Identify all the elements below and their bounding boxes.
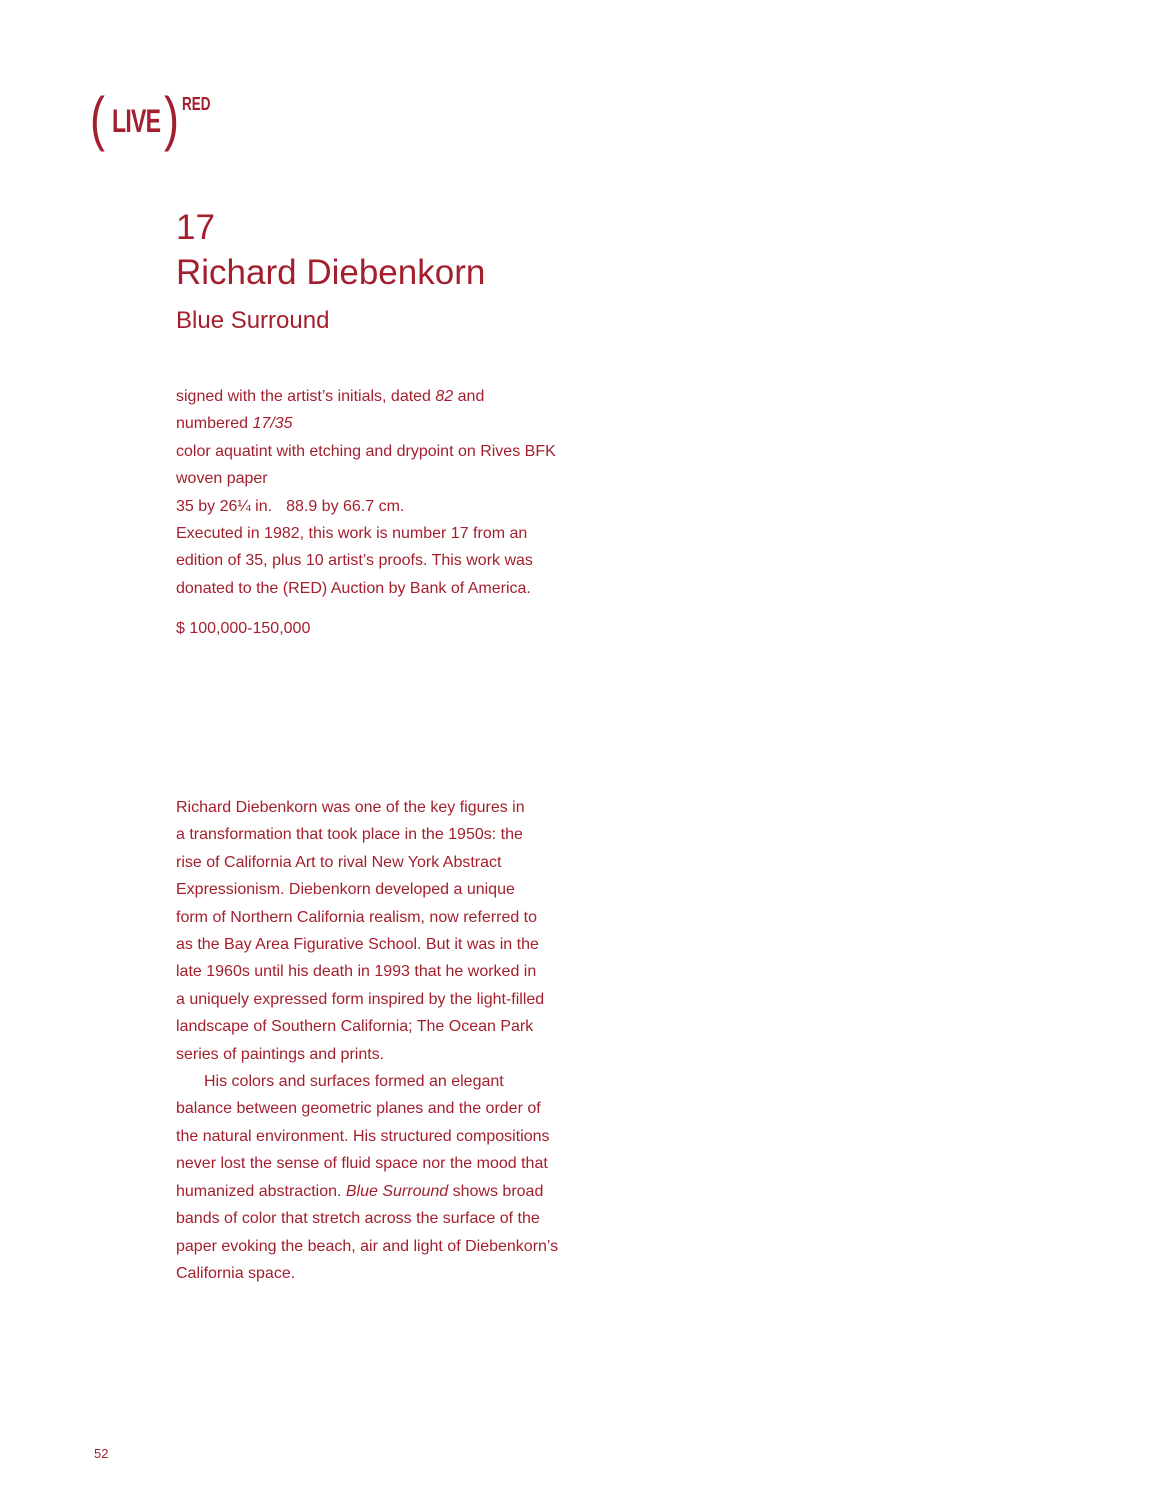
dimensions-inches: 35 by 26¼ in. (176, 497, 273, 515)
dimensions-cm: 88.9 by 66.7 cm. (286, 497, 405, 515)
executed-line-2: edition of 35, plus 10 artist’s proofs. This work was (176, 552, 533, 570)
essay-line: His colors and surfaces formed an elegant (204, 1073, 504, 1091)
logo-word: LIVE (112, 103, 161, 139)
essay-line: balance between geometric planes and the order of (176, 1100, 541, 1118)
live-red-logo (90, 86, 230, 152)
essay-line: as the Bay Area Figurative School. But it was in the (176, 936, 539, 954)
essay-line: California space. (176, 1264, 296, 1282)
artwork-title: Blue Surround (176, 307, 330, 334)
essay-line: late 1960s until his death in 1993 that he worked in (176, 963, 537, 981)
medium-line-2: woven paper (176, 470, 268, 488)
signature-line: signed with the artist’s initials, dated 82 and (176, 388, 485, 405)
essay (176, 794, 596, 1287)
essay-line: series of paintings and prints. (176, 1045, 385, 1063)
logo-close-paren: ) (164, 85, 179, 152)
essay-line: rise of California Art to rival New York Abstract (176, 853, 502, 871)
logo-superscript: RED (182, 94, 211, 114)
essay-line: landscape of Southern California; The Ocean Park (176, 1018, 534, 1036)
essay-line: the natural environment. His structured compositions (176, 1127, 550, 1145)
essay-line: Expressionism. Diebenkorn developed a unique (176, 881, 515, 899)
executed-line-1: Executed in 1982, this work is number 17 from an (176, 525, 528, 543)
medium-line-1: color aquatint with etching and drypoint on Rives BFK (176, 442, 556, 460)
essay-line: never lost the sense of fluid space nor the mood that (176, 1155, 548, 1173)
essay-line: form of Northern California realism, now referred to (176, 908, 538, 926)
essay-line: paper evoking the beach, air and light of Diebenkorn’s (176, 1237, 559, 1255)
numbered-line: numbered 17/35 (176, 415, 293, 433)
dimensions-line (176, 493, 596, 520)
lot-number: 17 (176, 208, 215, 247)
executed-line-3: donated to the (RED) Auction by Bank of America. (176, 579, 531, 597)
logo-open-paren: ( (90, 85, 105, 152)
catalogue-details (176, 383, 596, 602)
page-number: 52 (94, 1446, 109, 1461)
essay-line: bands of color that stretch across the surface of the (176, 1210, 540, 1228)
essay-line: a uniquely expressed form inspired by the light-filled (176, 990, 545, 1008)
artist-name: Richard Diebenkorn (176, 253, 486, 292)
essay-line: a transformation that took place in the 1950s: the (176, 826, 523, 844)
essay-title-reference: Blue Surround (345, 1182, 449, 1200)
essay-line: Richard Diebenkorn was one of the key figures in (176, 799, 525, 816)
estimate: $ 100,000-150,000 (176, 620, 311, 637)
essay-line: humanized abstraction. Blue Surround shows broad (176, 1182, 544, 1200)
